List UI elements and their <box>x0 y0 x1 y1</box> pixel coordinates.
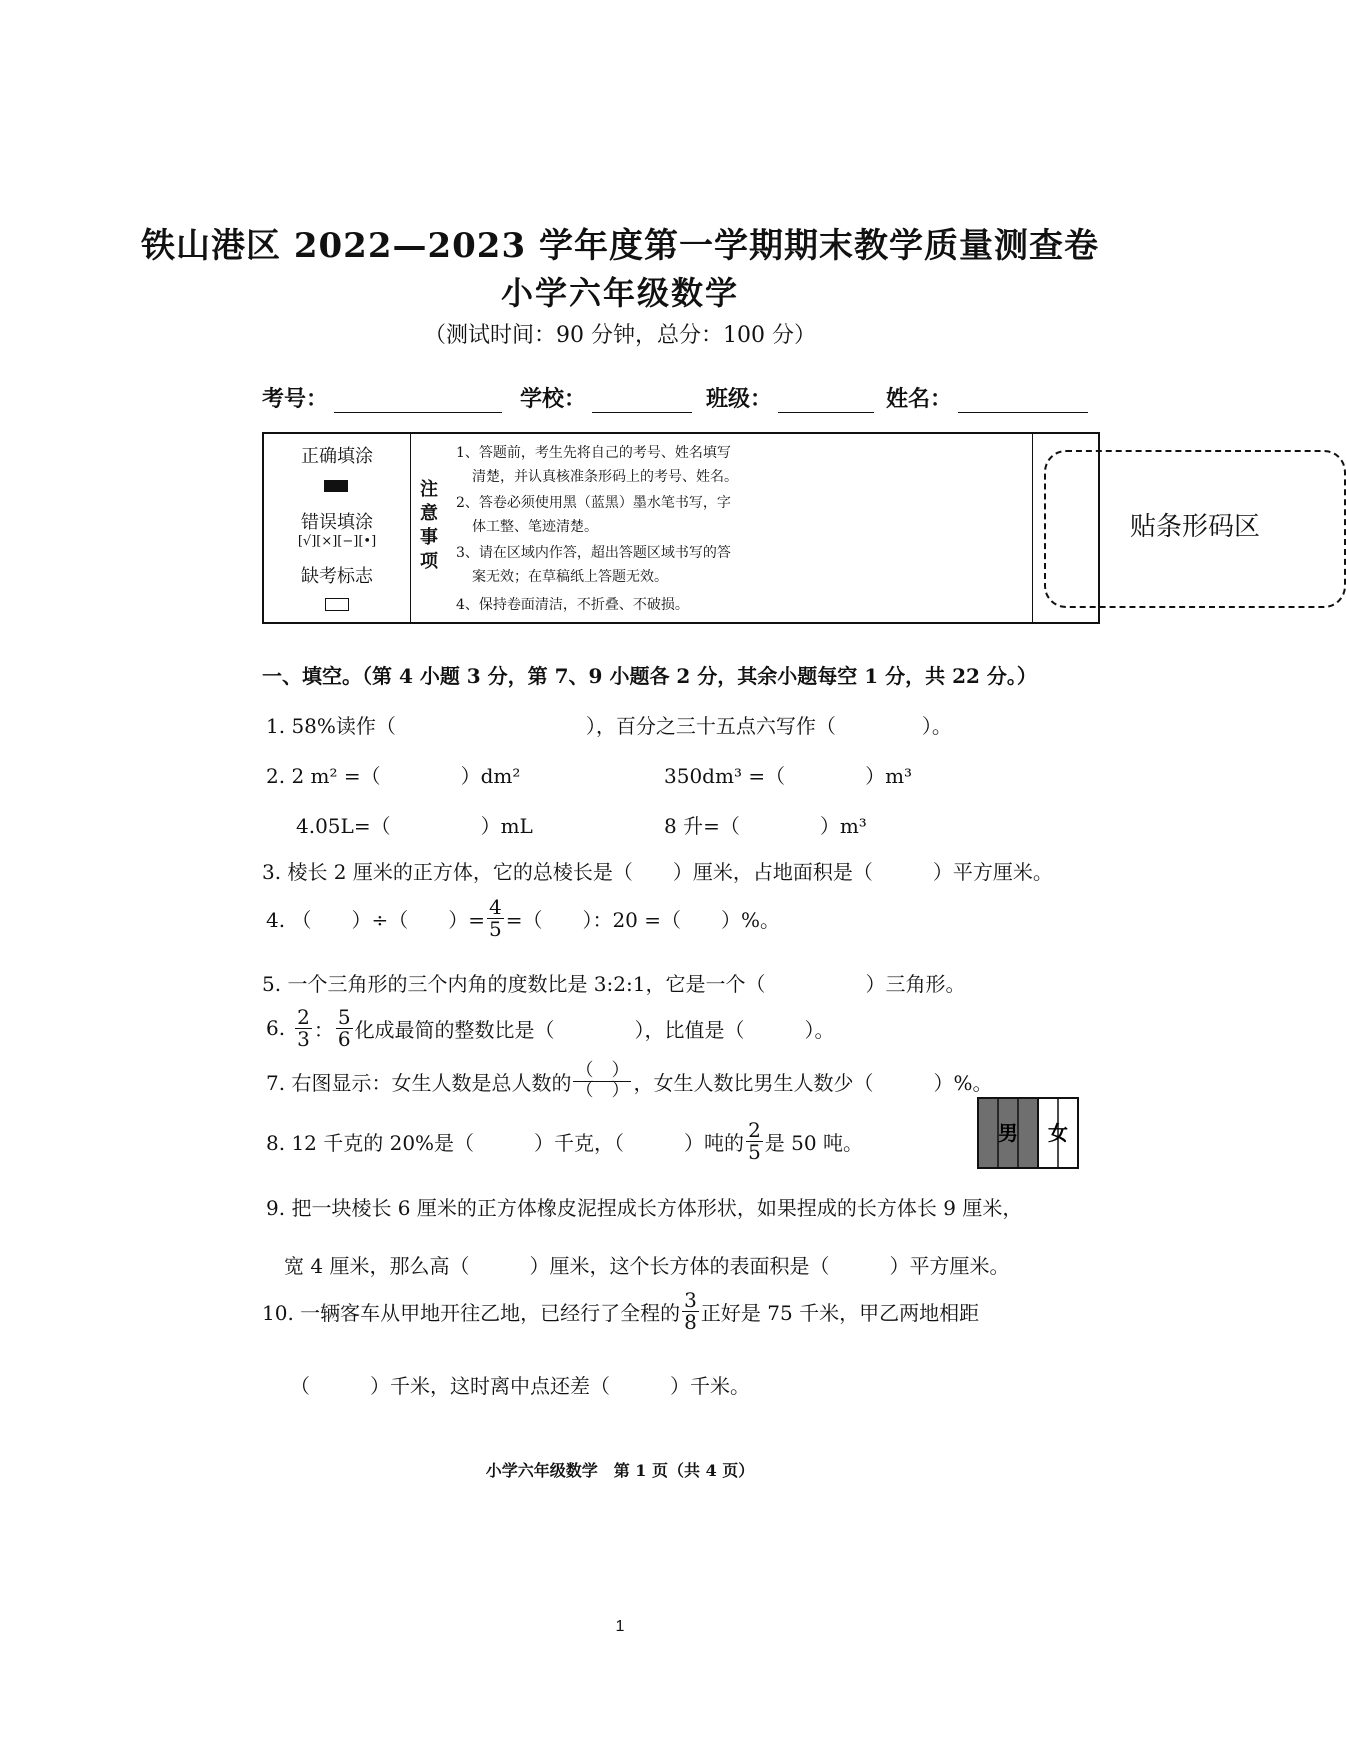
section1-heading: 一、填空。（第 4 小题 3 分，第 7、9 小题各 2 分，其余小题每空 1 分，共 22 分。） <box>262 664 1037 688</box>
name-label: 姓名： <box>886 386 953 412</box>
q6-number: 6. <box>266 1016 286 1040</box>
q1-part-c: ）。 <box>921 714 952 738</box>
q2-part-h: ）m³ <box>819 814 867 838</box>
school-blank[interactable] <box>592 390 692 413</box>
q6-fraction-2-numerator: 5 <box>337 1004 351 1029</box>
exam-no-field <box>262 382 502 413</box>
q6-colon: ： <box>313 1017 334 1042</box>
notes-title: 注 意 事 项 <box>420 479 438 572</box>
q7-fraction <box>573 1059 631 1101</box>
correct-fill-mark-icon <box>324 480 348 492</box>
q6-fraction-2-denominator: 6 <box>337 1026 351 1051</box>
answer-card-box <box>262 432 1260 624</box>
q6-fraction-1 <box>295 1004 312 1051</box>
q8-fraction-numerator: 2 <box>748 1117 761 1142</box>
question-1 <box>266 710 952 739</box>
q6-fraction-1-denominator: 3 <box>297 1026 310 1051</box>
page-number: 1 <box>615 1618 625 1635</box>
question-2-row-1 <box>266 760 520 789</box>
question-10-line-2: （ ）千米，这时离中点还差（ ）千米。 <box>290 1374 750 1398</box>
q10-fraction <box>682 1287 699 1334</box>
q2-part-c: 350dm³ =（ <box>664 764 786 788</box>
q6-fraction-2 <box>336 1004 353 1051</box>
question-2-row-2 <box>296 810 533 839</box>
q7-fraction-numerator[interactable]: （ ） <box>575 1059 630 1081</box>
q4-fraction <box>487 894 504 941</box>
exam-time-info: （测试时间：90 分钟，总分：100 分） <box>424 323 816 348</box>
exam-title: 铁山港区 2022—2023 学年度第一学期期末教学质量测查卷 <box>141 226 1099 266</box>
question-9-line-1: 9. 把一块棱长 6 厘米的正方体橡皮泥捏成长方体形状，如果捏成的长方体长 9 厘米， <box>266 1196 1023 1220</box>
q6-fraction-1-numerator: 2 <box>297 1004 310 1029</box>
q10-fraction-denominator: 8 <box>684 1309 697 1334</box>
q4-part-b: =（ ）：20 =（ ）%。 <box>505 907 781 932</box>
question-6 <box>266 1000 835 1056</box>
class-field <box>706 382 874 413</box>
absent-label: 缺考标志 <box>301 566 373 587</box>
q2-part-f: ）mL <box>480 814 533 838</box>
q2-part-a: 2. 2 m² =（ <box>266 764 381 788</box>
question-10-line-1 <box>262 1282 979 1340</box>
question-7 <box>266 1052 992 1110</box>
q7-part-a: 7. 右图显示：女生人数是总人数的 <box>266 1070 572 1095</box>
exam-subtitle: 小学六年级数学 <box>500 274 739 312</box>
girls-label: 女 <box>1048 1121 1068 1145</box>
note-line: 1、答题前，考生先将自己的考号、姓名填写 <box>456 445 731 461</box>
q8-part-b: 是 50 吨。 <box>764 1130 863 1155</box>
q4-part-a: 4. （ ）÷（ ）= <box>266 907 485 932</box>
q4-fraction-denominator: 5 <box>488 916 502 941</box>
note-line: 案无效；在草稿纸上答题无效。 <box>472 569 668 585</box>
page-footer: 小学六年级数学 第 1 页（共 4 页） <box>485 1461 755 1480</box>
q2-part-b: ）dm² <box>460 764 521 788</box>
q2-part-d: ）m³ <box>865 764 913 788</box>
name-blank[interactable] <box>958 390 1088 413</box>
note-line: 3、请在区域内作答，超出答题区域书写的答 <box>456 545 731 561</box>
q10-fraction-numerator: 3 <box>684 1287 697 1312</box>
q1-part-a: 1. 58%读作（ <box>266 714 396 738</box>
question-2-row-2b <box>664 810 867 839</box>
note-line: 4、保持卷面清洁，不折叠、不破损。 <box>456 597 689 613</box>
wrong-fill-marks: [√][×][−][•] <box>297 534 377 549</box>
question-4 <box>266 890 780 946</box>
q2-part-g: 8 升=（ <box>664 814 740 838</box>
class-blank[interactable] <box>778 390 874 413</box>
q4-fraction-numerator: 4 <box>488 894 502 919</box>
q7-part-b: ，女生人数比男生人数少（ ）%。 <box>633 1070 993 1095</box>
question-2-row-1b <box>664 760 912 789</box>
q8-part-a: 8. 12 千克的 20%是（ ）千克，（ ）吨的 <box>266 1130 745 1155</box>
absent-checkbox[interactable] <box>325 598 349 611</box>
q10-part-a: 10. 一辆客车从甲地开往乙地，已经行了全程的 <box>262 1300 681 1325</box>
question-9-line-2: 宽 4 厘米，那么高（ ）厘米，这个长方体的表面积是（ ）平方厘米。 <box>284 1254 1010 1278</box>
notes-column <box>450 434 1033 622</box>
question-3: 3. 棱长 2 厘米的正方体，它的总棱长是（ ）厘米，占地面积是（ ）平方厘米。 <box>262 860 1053 884</box>
exam-no-blank[interactable] <box>334 390 502 413</box>
barcode-area: 贴条形码区 <box>1044 450 1346 608</box>
q8-fraction-denominator: 5 <box>748 1139 761 1164</box>
correct-fill-label: 正确填涂 <box>301 446 373 467</box>
notes-title-column <box>410 434 450 622</box>
q7-fraction-denominator[interactable]: （ ） <box>575 1079 630 1101</box>
name-field <box>886 382 1088 413</box>
exam-no-label: 考号： <box>262 386 329 412</box>
note-line: 清楚，并认真核准条形码上的考号、姓名。 <box>472 469 738 485</box>
note-line: 体工整、笔迹清楚。 <box>472 519 598 535</box>
q1-part-b: ），百分之三十五点六写作（ <box>585 714 836 738</box>
school-label: 学校： <box>520 386 587 412</box>
q10-part-b: 正好是 75 千米，甲乙两地相距 <box>700 1300 980 1325</box>
q8-fraction <box>746 1117 763 1164</box>
fill-guide-column <box>264 434 411 622</box>
question-8 <box>266 1112 863 1170</box>
boys-label: 男 <box>998 1121 1018 1145</box>
wrong-fill-label: 错误填涂 <box>301 512 373 533</box>
note-line: 2、答卷必须使用黑（蓝黑）墨水笔书写，字 <box>456 495 731 511</box>
question-5: 5. 一个三角形的三个内角的度数比是 3:2:1，它是一个（ ）三角形。 <box>262 972 966 996</box>
class-label: 班级： <box>706 386 773 412</box>
q6-part-b: 化成最简的整数比是（ ），比值是（ ）。 <box>354 1017 835 1042</box>
school-field <box>520 382 692 413</box>
gender-ratio-bar-figure <box>976 1096 1080 1170</box>
q2-part-e: 4.05L=（ <box>296 814 391 838</box>
